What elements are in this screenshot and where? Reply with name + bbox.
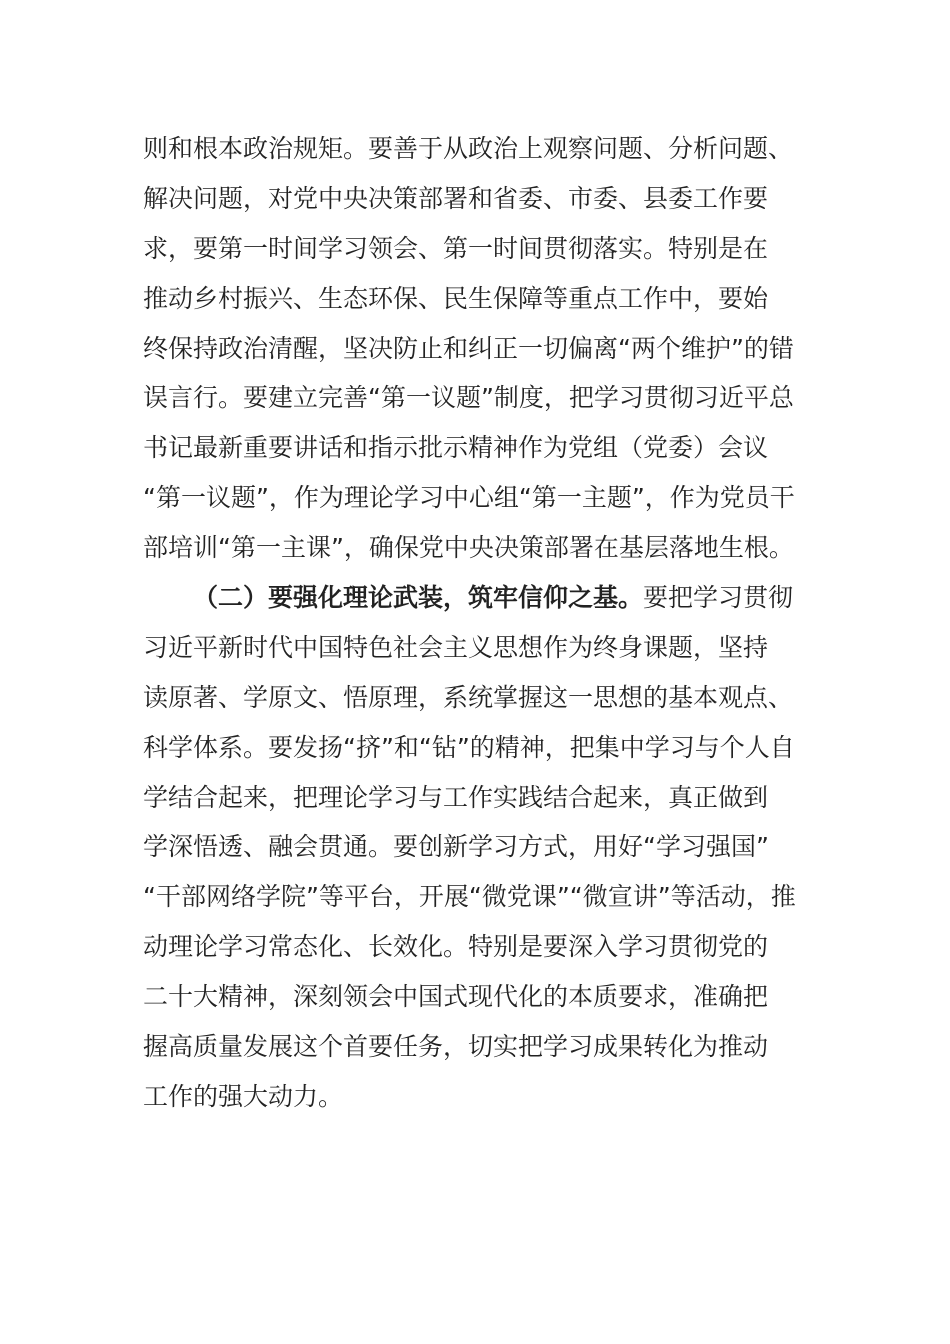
text-line: 科学体系。要发扬“挤”和“钻”的精神，把集中学习与个人自 xyxy=(143,732,795,762)
text-line: 终保持政治清醒，坚决防止和纠正一切偏离“两个维护”的错 xyxy=(143,333,794,363)
text-line: 推动乡村振兴、生态环保、民生保障等重点工作中，要始 xyxy=(143,283,769,313)
section-2-heading: （二）要强化理论武装，筑牢信仰之基。 xyxy=(193,583,644,613)
body-text xyxy=(143,124,803,1122)
text-line: 动理论学习常态化、长效化。特别是要深入学习贯彻党的 xyxy=(143,932,769,962)
text-line: 求，要第一时间学习领会、第一时间贯彻落实。特别是在 xyxy=(143,233,769,263)
text-line: 学结合起来，把理论学习与工作实践结合起来，真正做到 xyxy=(143,782,769,812)
text-line: 则和根本政治规矩。要善于从政治上观察问题、分析问题、 xyxy=(143,134,794,163)
section-2-first-line xyxy=(143,573,803,623)
text-line: “第一议题”，作为理论学习中心组“第一主题”，作为党员干 xyxy=(143,483,795,513)
section-2-first-line-rest: 要把学习贯彻 xyxy=(643,583,794,613)
text-line: 二十大精神，深刻领会中国式现代化的本质要求，准确把 xyxy=(143,982,769,1012)
text-line: 习近平新时代中国特色社会主义思想作为终身课题，坚持 xyxy=(143,632,769,662)
text-line: 误言行。要建立完善“第一议题”制度，把学习贯彻习近平总 xyxy=(143,383,794,413)
text-line: 工作的强大动力。 xyxy=(143,1081,344,1111)
text-line: 书记最新重要讲话和指示批示精神作为党组（党委）会议 xyxy=(143,433,769,463)
text-line: 部培训“第一主课”，确保党中央决策部署在基层落地生根。 xyxy=(143,533,794,563)
text-line: 学深悟透、融会贯通。要创新学习方式，用好“学习强国” xyxy=(143,832,769,862)
text-line: 读原著、学原文、悟原理，系统掌握这一思想的基本观点、 xyxy=(143,682,794,712)
text-line: 解决问题，对党中央决策部署和省委、市委、县委工作要 xyxy=(143,183,769,213)
text-line: 握高质量发展这个首要任务，切实把学习成果转化为推动 xyxy=(143,1032,769,1062)
text-line: “干部网络学院”等平台，开展“微党课”“微宣讲”等活动，推 xyxy=(143,882,796,912)
